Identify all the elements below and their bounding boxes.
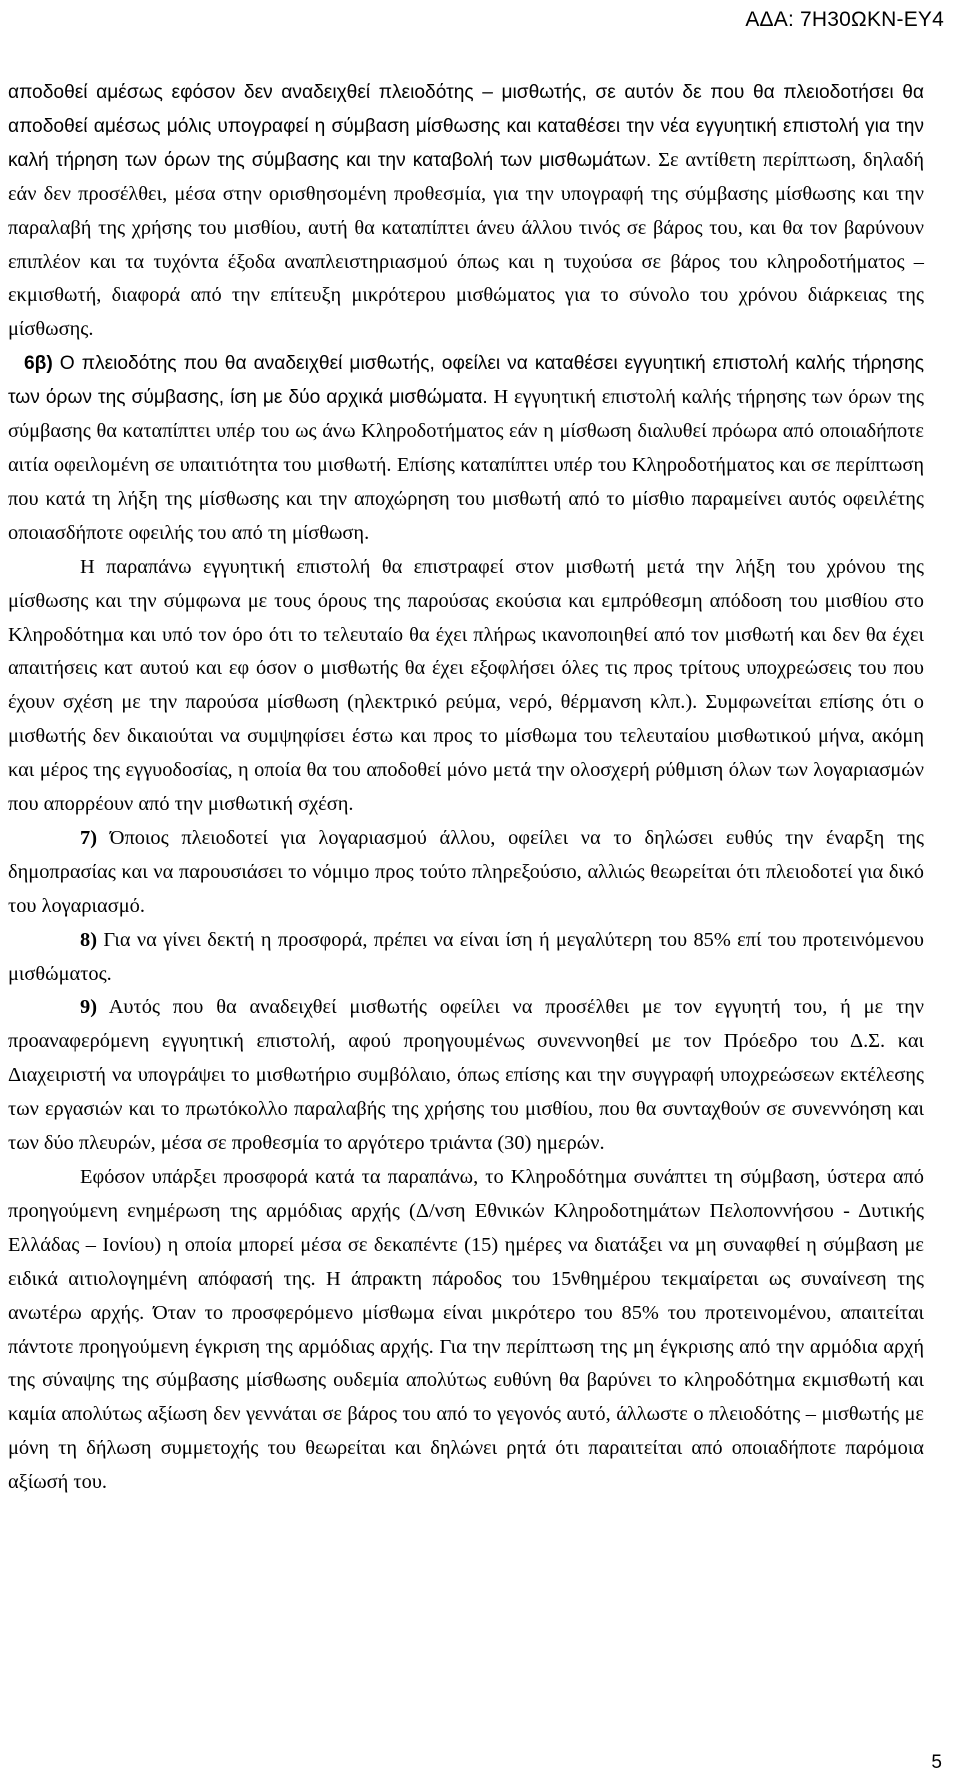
paragraph-text: αποδοθεί αμέσως εφόσον δεν αναδειχθεί πλειοδότης – μισθωτής, σε αυτόν δε που θα πλειοδοτήσει θα αποδοθεί αμέσως μόλις υπογραφεί η σύμβαση μίσθωσης και καταθέσει την νέα εγγυητική επιστολή για την καλή τήρηση των όρων της σύμβασης και την καταβολή των μισθωμάτων. (8, 82, 924, 171)
ada-identifier: ΑΔΑ: 7Η30ΩΚΝ-ΕΥ4 (745, 8, 944, 31)
paragraph-text: Για να γίνει δεκτή η προσφορά, πρέπει να είναι ίση ή μεγαλύτερη του 85% επί του προτεινόμενου μισθώματος. (8, 928, 924, 985)
clause-number: 7) (80, 826, 97, 849)
paragraph-continuation (8, 76, 924, 347)
paragraph-text: Εφόσον υπάρξει προσφορά κατά τα παραπάνω, το Κληροδότημα συνάπτει τη σύμβαση, ύστερα από προηγούμενη ενημέρωση της αρμόδιας αρχής (Δ/νση Εθνικών Κληροδοτημάτων Πελοποννήσου - Δυτικής Ελλάδας – Ιονίου) η οποία μπορεί μέσα σε δεκαπέντε (15) ημέρες να διατάξει να μη συναφθεί η σύμβαση με ειδικά αιτιολογημένη απόφασή της. Η άπρακτη πάροδος του 15νθημέρου τεκμαίρεται ως συναίνεση της ανωτέρω αρχής. Όταν το προσφερόμενο μίσθωμα είναι μικρότερο του 85% του προτεινομένου, απαιτείται πάντοτε προηγούμενη έγκριση της αρμόδιας αρχής. Για την περίπτωση της μη έγκρισης από την αρμόδια αρχή της σύναψης της σύμβασης μίσθωσης ουδεμία απολύτως ευθύνη θα βαρύνει το κληροδότημα εκμισθωτή και καμία απολύτως αξίωση δεν γεννάται σε βάρος του από το γεγονός αυτό, άλλωστε ο πλειοδότης – μισθωτής με μόνη τη δήλωση συμμετοχής του θεωρείται και δηλώνει ρητά ότι παραιτείται από οποιαδήποτε παρόμοια αξίωσή του. (8, 1166, 924, 1494)
paragraph-8 (8, 924, 924, 992)
paragraph-7 (8, 822, 924, 924)
clause-number: 8) (80, 928, 97, 951)
paragraph-9 (8, 991, 924, 1161)
document-body (8, 76, 924, 1500)
paragraph-text: Σε αντίθετη περίπτωση, δηλαδή εάν δεν προσέλθει, μέσα στην ορισθησομένη προθεσμία, για την υπογραφή της σύμβασης μίσθωσης και την παραλαβή της χρήσης του μισθίου, αυτή θα καταπίπτει άνευ άλλου τινός σε βάρος του, και θα τον βαρύνουν επιπλέον και τα τυχόντα έξοδα αναπλειστηριασμού όπως και η τυχούσα σε βάρος του κληροδοτήματος – εκμισθωτή, διαφορά από την επίτευξη μικρότερου μισθώματος για το σύνολο του χρόνου διάρκειας της μίσθωσης. (8, 148, 924, 341)
paragraph-text: Αυτός που θα αναδειχθεί μισθωτής οφείλει να προσέλθει με τον εγγυητή του, ή με την προαναφερόμενη εγγυητική επιστολή, αφού προηγουμένως συνεννοηθεί με τον Πρόεδρο του Δ.Σ. και Διαχειριστή να υπογράψει το μισθωτήριο συμβόλαιο, όπως επίσης και την συγγραφή υποχρεώσεων εκτέλεσης των εργασιών και το πρωτόκολλο παραλαβής της χρήσης του μισθίου, που θα συνταχθούν σε συνεννόηση και των δύο πλευρών, μέσα σε προθεσμία το αργότερο τριάντα (30) ημερών. (8, 996, 924, 1155)
paragraph-6b (8, 347, 924, 550)
clause-number: 9) (80, 996, 97, 1019)
paragraph-text: Ο πλειοδότης που θα αναδειχθεί μισθωτής, οφείλει να καταθέσει εγγυητική επιστολή καλής τήρησης των όρων της σύμβασης, ίση με δύο αρχικά μισθώματα. (8, 353, 924, 409)
paragraph-text: Η παραπάνω εγγυητική επιστολή θα επιστραφεί στον μισθωτή μετά την λήξη του χρόνου της μίσθωσης και την σύμφωνα με τους όρους της παρούσας εκούσια και εμπρόθεσμη απόδοση του μισθίου στο Κληροδότημα και υπό τον όρο ότι το τελευταίο θα έχει πλήρως ικανοποιηθεί από τον μισθωτή και δεν θα έχει απαιτήσεις κατ αυτού και εφ όσον ο μισθωτής θα έχει εξοφλήσει όλες τις προς τρίτους υποχρεώσεις του που έχουν σχέση με την παρούσα μίσθωση (ηλεκτρικό ρεύμα, νερό, θέρμανση κλπ.). Συμφωνείται επίσης ότι ο μισθωτής δεν δικαιούται να συμψηφίσει έστω και προς το μίσθωμα του τελευταίου μισθωτικού μήνα, ακόμη και μέρος της εγγυοδοσίας, η οποία θα του αποδοθεί μόνο μετά την ολοσχερή ρύθμιση όλων των λογαριασμών που απορρέουν από την μισθωτική σχέση. (8, 555, 924, 816)
page-number: 5 (931, 1752, 942, 1773)
clause-number: 6β) (24, 353, 53, 375)
paragraph-contract-conclusion (8, 1161, 924, 1500)
paragraph-guarantee-return (8, 551, 924, 822)
paragraph-text: Όποιος πλειοδοτεί για λογαριασμού άλλου, οφείλει να το δηλώσει ευθύς την έναρξη της δημοπρασίας και να παρουσιάσει το νόμιμο προς τούτο πληρεξούσιο, αλλιώς θεωρείται ότι πλειοδοτεί για δικό του λογαριασμό. (8, 826, 924, 917)
paragraph-text: Η εγγυητική επιστολή καλής τήρησης των όρων της σύμβασης θα καταπίπτει υπέρ του ως άνω Κληροδοτήματος εάν η μίσθωση διαλυθεί πρόωρα από οποιαδήποτε αιτία οφειλομένη σε υπαιτιότητα του μισθωτή. Επίσης καταπίπτει υπέρ του Κληροδοτήματος και σε περίπτωση που κατά τη λήξη της μίσθωσης και την αποχώρηση του μισθωτή από το μίσθιο παραμείνει αυτός οφειλέτης οποιασδήποτε οφειλής του από τη μίσθωση. (8, 386, 924, 544)
